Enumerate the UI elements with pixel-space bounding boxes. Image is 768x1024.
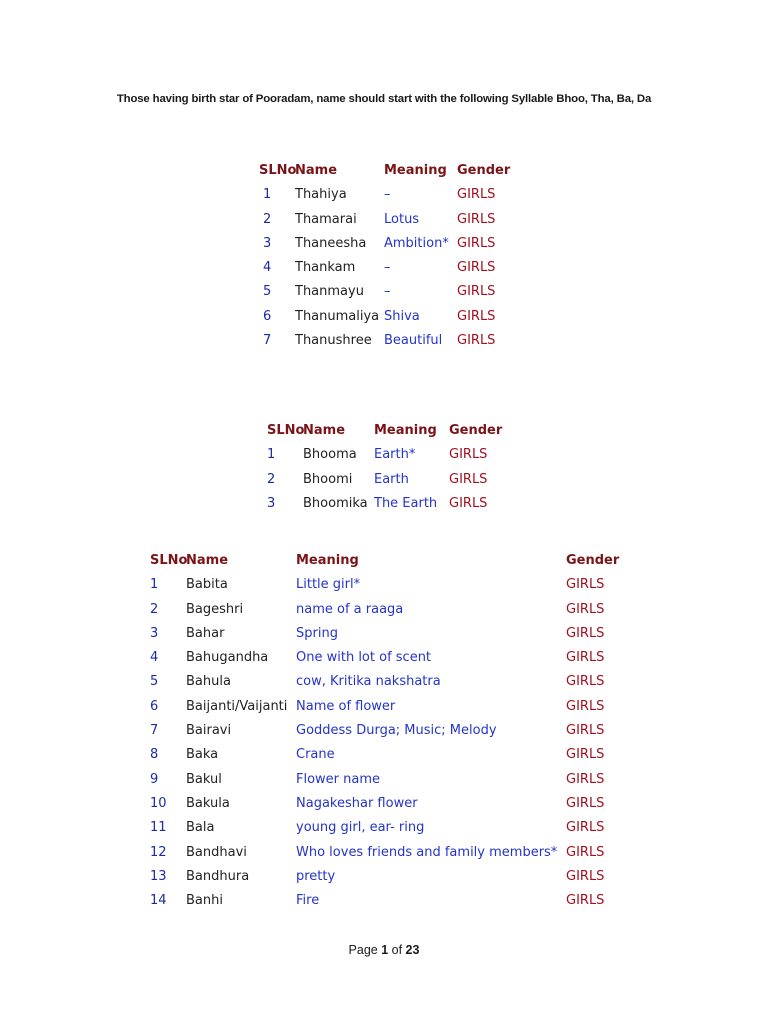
cell-slno: 10	[150, 795, 167, 811]
cell-slno: 6	[263, 308, 272, 324]
cell-meaning: The Earth	[374, 495, 438, 511]
cell-slno: 11	[150, 820, 167, 836]
cell-slno: 7	[150, 723, 159, 739]
table-row	[150, 646, 620, 670]
cell-name: Thamarai	[295, 211, 357, 227]
cell-name: Bhoomi	[303, 471, 353, 487]
table-row	[150, 670, 620, 694]
cell-name: Thanushree	[295, 333, 372, 349]
cell-meaning: Goddess Durga; Music; Melody	[296, 723, 497, 739]
names-table-ba	[150, 549, 620, 913]
header-slno: SLNo	[150, 553, 188, 568]
table-row	[150, 889, 620, 913]
cell-slno: 2	[150, 601, 159, 617]
cell-slno: 7	[263, 333, 272, 349]
table-row	[259, 232, 519, 256]
table-row	[150, 792, 620, 816]
cell-name: Thaneesha	[295, 235, 367, 251]
cell-name: Bairavi	[186, 723, 232, 739]
cell-gender: GIRLS	[566, 650, 605, 666]
cell-name: Bahar	[186, 625, 225, 641]
header-meaning: Meaning	[384, 163, 447, 178]
cell-gender: GIRLS	[566, 795, 605, 811]
table-row	[259, 280, 519, 304]
cell-slno: 3	[263, 235, 272, 251]
cell-gender: GIRLS	[566, 893, 605, 909]
cell-gender: GIRLS	[566, 868, 605, 884]
cell-gender: GIRLS	[566, 674, 605, 690]
cell-meaning: –	[384, 284, 391, 300]
page-footer	[0, 943, 768, 957]
cell-meaning: young girl, ear- ring	[296, 820, 425, 836]
table-header-row	[267, 419, 507, 443]
cell-name: Bageshri	[186, 601, 244, 617]
cell-name: Bakula	[186, 795, 230, 811]
cell-gender: GIRLS	[449, 495, 488, 511]
cell-name: Bahula	[186, 674, 231, 690]
cell-name: Baijanti/Vaijanti	[186, 698, 288, 714]
cell-slno: 3	[267, 495, 276, 511]
cell-meaning: Earth*	[374, 447, 416, 463]
table-row	[259, 256, 519, 280]
header-slno: SLNo	[259, 163, 297, 178]
cell-gender: GIRLS	[457, 235, 496, 251]
cell-meaning: –	[384, 260, 391, 276]
cell-slno: 9	[150, 771, 159, 787]
cell-slno: 2	[263, 211, 272, 227]
cell-gender: GIRLS	[566, 723, 605, 739]
header-name: Name	[303, 423, 346, 438]
cell-name: Babita	[186, 577, 228, 593]
cell-meaning: pretty	[296, 868, 336, 884]
cell-name: Banhi	[186, 893, 223, 909]
cell-gender: GIRLS	[566, 771, 605, 787]
table-header-row	[150, 549, 620, 573]
header-name: Name	[295, 163, 338, 178]
cell-meaning: Shiva	[384, 308, 420, 324]
cell-slno: 4	[150, 650, 159, 666]
footer-page-of: of	[388, 943, 406, 957]
table-row	[259, 208, 519, 232]
cell-meaning: Name of flower	[296, 698, 396, 714]
header-name: Name	[186, 553, 229, 568]
cell-slno: 4	[263, 260, 272, 276]
cell-name: Thanmayu	[295, 284, 364, 300]
table-row	[150, 598, 620, 622]
table-row	[259, 329, 519, 353]
cell-meaning: Ambition*	[384, 235, 449, 251]
table-row	[150, 622, 620, 646]
table-row	[150, 695, 620, 719]
cell-gender: GIRLS	[566, 747, 605, 763]
cell-meaning: Spring	[296, 625, 338, 641]
footer-current-page: 1	[381, 943, 389, 957]
table-row	[150, 573, 620, 597]
cell-gender: GIRLS	[457, 260, 496, 276]
cell-slno: 12	[150, 844, 167, 860]
cell-gender: GIRLS	[566, 577, 605, 593]
cell-meaning: Lotus	[384, 211, 420, 227]
cell-meaning: Beautiful	[384, 333, 443, 349]
table-row	[259, 305, 519, 329]
table-row	[267, 443, 507, 467]
cell-slno: 8	[150, 747, 159, 763]
names-table-tha	[259, 159, 519, 353]
page-heading: Those having birth star of Pooradam, name should start with the following Syllable Bhoo, Tha, Ba, Da	[116, 93, 652, 105]
cell-gender: GIRLS	[566, 844, 605, 860]
cell-slno: 14	[150, 893, 167, 909]
cell-meaning: name of a raaga	[296, 601, 404, 617]
footer-page-prefix: Page	[348, 943, 382, 957]
cell-meaning: Earth	[374, 471, 409, 487]
cell-meaning: Who loves friends and family members*	[296, 844, 558, 860]
cell-name: Thanumaliya	[295, 308, 380, 324]
cell-name: Bala	[186, 820, 215, 836]
table-row	[150, 865, 620, 889]
cell-name: Thankam	[295, 260, 356, 276]
cell-meaning: One with lot of scent	[296, 650, 432, 666]
table-row	[267, 468, 507, 492]
cell-slno: 5	[263, 284, 272, 300]
cell-slno: 13	[150, 868, 167, 884]
cell-name: Bandhura	[186, 868, 250, 884]
header-gender: Gender	[566, 553, 620, 568]
cell-name: Baka	[186, 747, 219, 763]
cell-meaning: Little girl*	[296, 577, 361, 593]
cell-slno: 1	[263, 187, 272, 203]
cell-gender: GIRLS	[566, 601, 605, 617]
header-meaning: Meaning	[296, 553, 359, 568]
cell-slno: 5	[150, 674, 159, 690]
cell-meaning: Nagakeshar flower	[296, 795, 418, 811]
table-row	[150, 841, 620, 865]
cell-slno: 1	[150, 577, 159, 593]
header-meaning: Meaning	[374, 423, 437, 438]
cell-name: Bakul	[186, 771, 222, 787]
cell-name: Bhoomika	[303, 495, 368, 511]
cell-gender: GIRLS	[457, 284, 496, 300]
cell-slno: 6	[150, 698, 159, 714]
cell-gender: GIRLS	[566, 820, 605, 836]
cell-meaning: Flower name	[296, 771, 381, 787]
cell-name: Bhooma	[303, 447, 357, 463]
table-row	[150, 743, 620, 767]
table-row	[150, 816, 620, 840]
cell-gender: GIRLS	[457, 211, 496, 227]
cell-gender: GIRLS	[457, 187, 496, 203]
cell-name: Thahiya	[295, 187, 347, 203]
table-row	[150, 768, 620, 792]
cell-slno: 1	[267, 447, 276, 463]
table-header-row	[259, 159, 519, 183]
table-row	[267, 492, 507, 516]
cell-gender: GIRLS	[566, 625, 605, 641]
header-gender: Gender	[449, 423, 503, 438]
names-table-bhoo	[267, 419, 507, 516]
cell-meaning: cow, Kritika nakshatra	[296, 674, 441, 690]
cell-slno: 3	[150, 625, 159, 641]
cell-meaning: –	[384, 187, 391, 203]
cell-gender: GIRLS	[457, 333, 496, 349]
cell-slno: 2	[267, 471, 276, 487]
cell-gender: GIRLS	[449, 447, 488, 463]
cell-gender: GIRLS	[457, 308, 496, 324]
cell-meaning: Crane	[296, 747, 335, 763]
table-row	[259, 183, 519, 207]
cell-name: Bahugandha	[186, 650, 269, 666]
cell-meaning: Fire	[296, 893, 320, 909]
header-slno: SLNo	[267, 423, 305, 438]
footer-total-pages: 23	[405, 943, 420, 957]
header-gender: Gender	[457, 163, 511, 178]
cell-name: Bandhavi	[186, 844, 247, 860]
cell-gender: GIRLS	[449, 471, 488, 487]
table-row	[150, 719, 620, 743]
cell-gender: GIRLS	[566, 698, 605, 714]
